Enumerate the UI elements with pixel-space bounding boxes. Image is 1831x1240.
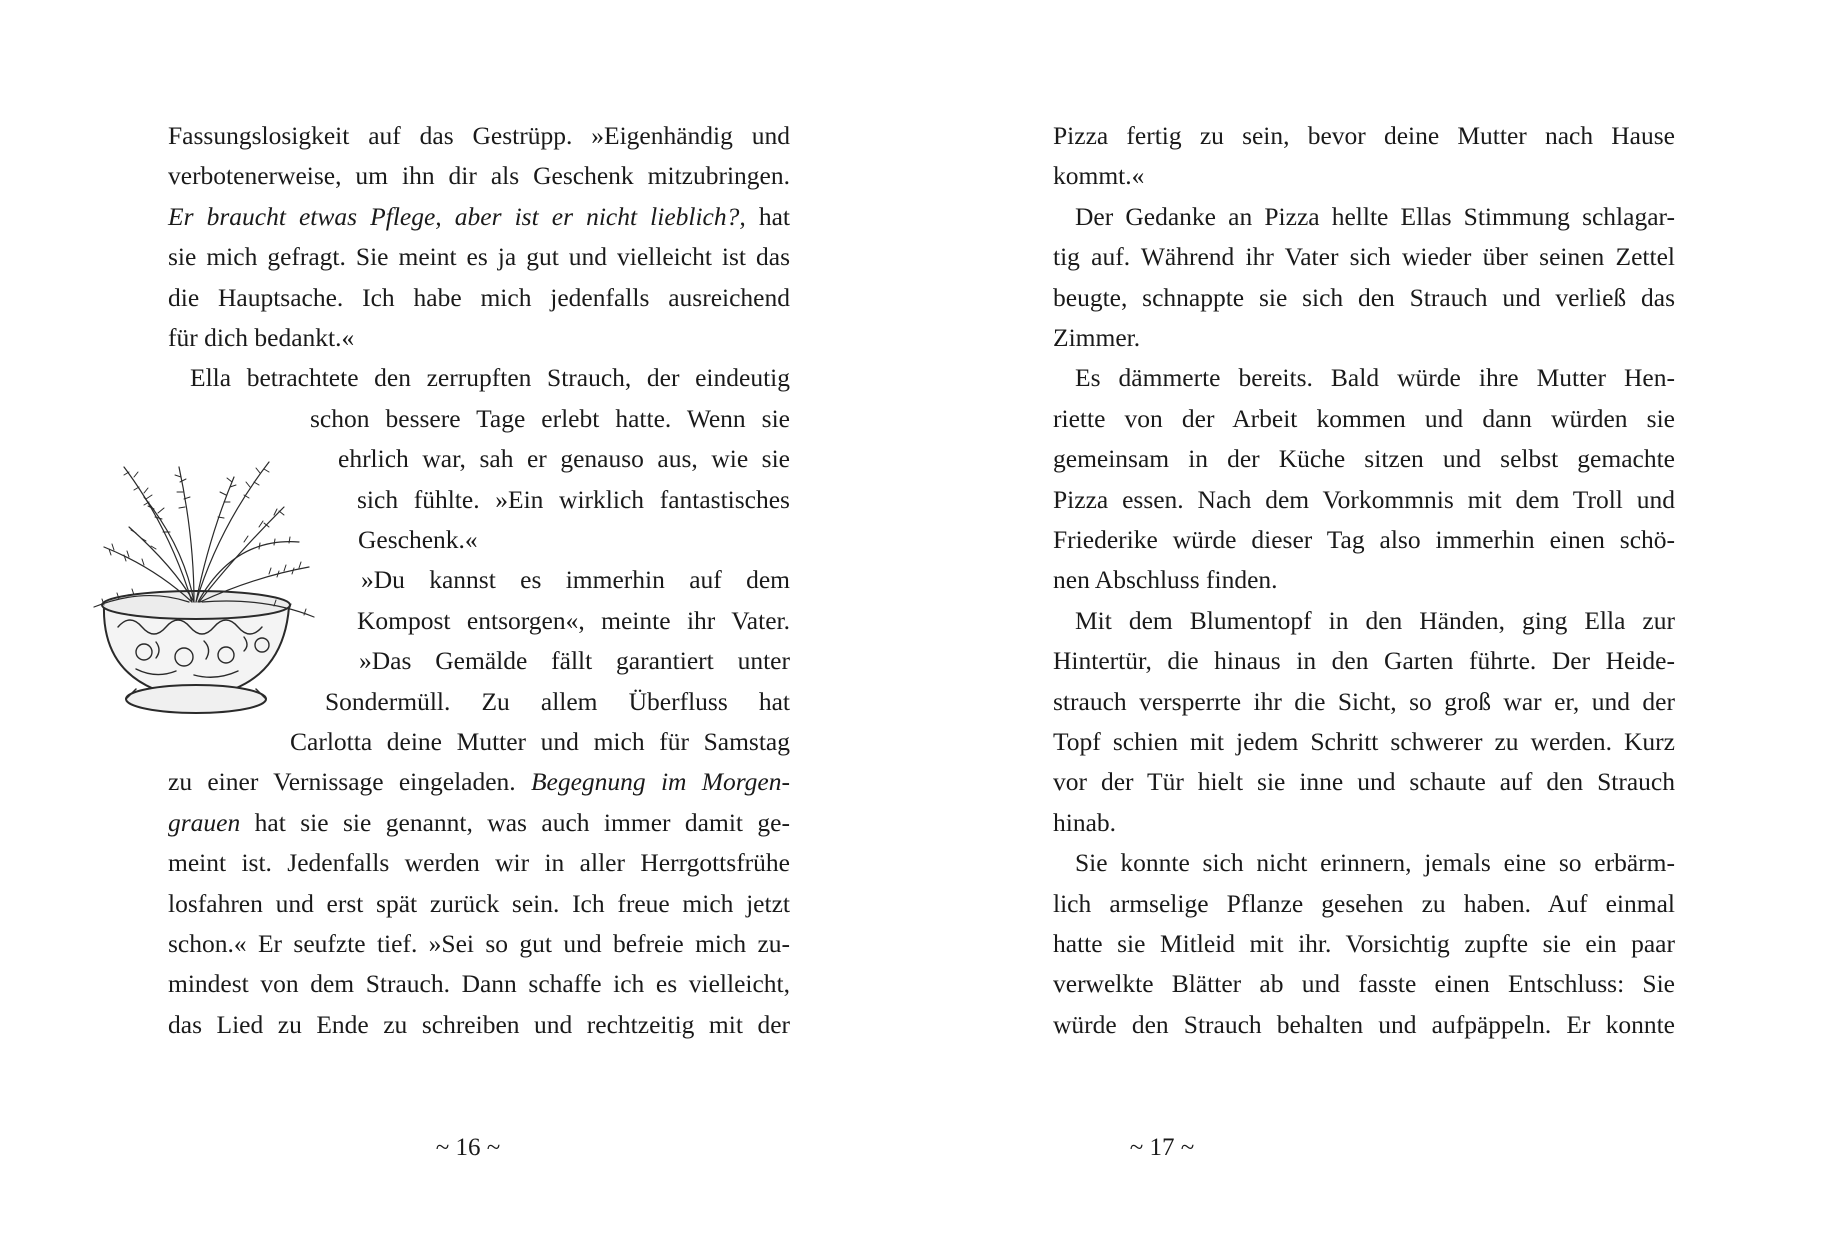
text-line: Es dämmerte bereits. Bald würde ihre Mutter Hen- xyxy=(1075,363,1675,392)
text-line: Sie konnte sich nicht erinnern, jemals eine so erbärm- xyxy=(1075,848,1675,877)
text-line: schon.« Er seufzte tief. »Sei so gut und befreie mich zu- xyxy=(168,929,790,958)
text-line: Topf schien mit jedem Schritt schwerer zu werden. Kurz xyxy=(1053,727,1675,756)
text-line: losfahren und erst spät zurück sein. Ich freue mich jetzt xyxy=(168,889,790,918)
text-line: schon bessere Tage erlebt hatte. Wenn sie xyxy=(310,404,790,433)
text-line: die Hauptsache. Ich habe mich jedenfalls ausreichend xyxy=(168,283,790,312)
text-line: nen Abschluss finden. xyxy=(1053,565,1278,594)
text-line: gemeinsam in der Küche sitzen und selbst gemachte xyxy=(1053,444,1675,473)
text-line: Fassungslosigkeit auf das Gestrüpp. »Eigenhändig und xyxy=(168,121,790,150)
text-line: Friederike würde dieser Tag also immerhin einen schö- xyxy=(1053,525,1675,554)
text-line: riette von der Arbeit kommen und dann würden sie xyxy=(1053,404,1675,433)
page-number-right: ~ 17 ~ xyxy=(1129,1134,1195,1161)
text-line: Geschenk.« xyxy=(358,525,478,554)
text-line: beugte, schnappte sie sich den Strauch und verließ das xyxy=(1053,283,1675,312)
text-segment: hat sie sie genannt, was auch immer damit ge- xyxy=(240,808,790,837)
text-line xyxy=(168,762,790,802)
text-line: tig auf. Während ihr Vater sich wieder über seinen Zettel xyxy=(1053,242,1675,271)
text-line: Ella betrachtete den zerrupften Strauch, der eindeutig xyxy=(190,363,790,392)
text-line: würde den Strauch behalten und aufpäppeln. Er konnte xyxy=(1053,1010,1675,1039)
text-line: »Du kannst es immerhin auf dem xyxy=(361,565,790,594)
text-line: Pizza fertig zu sein, bevor deine Mutter nach Hause xyxy=(1053,121,1675,150)
text-line: sie mich gefragt. Sie meint es ja gut und vielleicht ist das xyxy=(168,242,790,271)
text-line: hinab. xyxy=(1053,808,1117,837)
italic-text: Er braucht etwas Pflege, aber ist er nicht lieblich?, xyxy=(168,202,746,231)
italic-text: Begegnung im Morgen- xyxy=(530,767,790,796)
text-line xyxy=(168,803,790,843)
text-line: für dich bedankt.« xyxy=(168,323,355,352)
text-line xyxy=(168,197,790,237)
text-line: sich fühlte. »Ein wirklich fantastisches xyxy=(357,485,790,514)
text-line: hatte sie Mitleid mit ihr. Vorsichtig zupfte sie ein paar xyxy=(1053,929,1675,958)
heather-plant-in-pot-icon xyxy=(84,437,324,727)
text-line: verwelkte Blätter ab und fasste einen Entschluss: Sie xyxy=(1053,969,1675,998)
text-line: verbotenerweise, um ihn dir als Geschenk mitzubringen. xyxy=(168,161,790,190)
text-line: Sondermüll. Zu allem Überfluss hat xyxy=(325,687,790,716)
text-segment: zu einer Vernissage eingeladen. xyxy=(168,767,531,796)
text-line: lich armselige Pflanze gesehen zu haben. Auf einmal xyxy=(1053,889,1675,918)
text-line: Pizza essen. Nach dem Vorkommnis mit dem Troll und xyxy=(1053,485,1675,514)
text-line: kommt.« xyxy=(1053,161,1145,190)
text-line: Mit dem Blumentopf in den Händen, ging Ella zur xyxy=(1075,606,1675,635)
text-line: meint ist. Jedenfalls werden wir in aller Herrgottsfrühe xyxy=(168,848,790,877)
text-line: Kompost entsorgen«, meinte ihr Vater. xyxy=(357,606,790,635)
text-line: Zimmer. xyxy=(1053,323,1141,352)
text-line: das Lied zu Ende zu schreiben und rechtzeitig mit der xyxy=(168,1010,790,1039)
italic-text: grauen xyxy=(168,808,241,837)
text-line: Der Gedanke an Pizza hellte Ellas Stimmung schlagar- xyxy=(1075,202,1675,231)
text-line: Carlotta deine Mutter und mich für Samstag xyxy=(290,727,790,756)
text-line: »Das Gemälde fällt garantiert unter xyxy=(359,646,790,675)
page-number-left: ~ 16 ~ xyxy=(435,1134,501,1161)
text-line: mindest von dem Strauch. Dann schaffe ich es vielleicht, xyxy=(168,969,790,998)
text-line: ehrlich war, sah er genauso aus, wie sie xyxy=(338,444,790,473)
text-line: strauch versperrte ihr die Sicht, so groß war er, und der xyxy=(1053,687,1675,716)
text-line: Hintertür, die hinaus in den Garten führte. Der Heide- xyxy=(1053,646,1675,675)
text-segment: hat xyxy=(745,202,790,231)
text-line: vor der Tür hielt sie inne und schaute auf den Strauch xyxy=(1053,767,1675,796)
